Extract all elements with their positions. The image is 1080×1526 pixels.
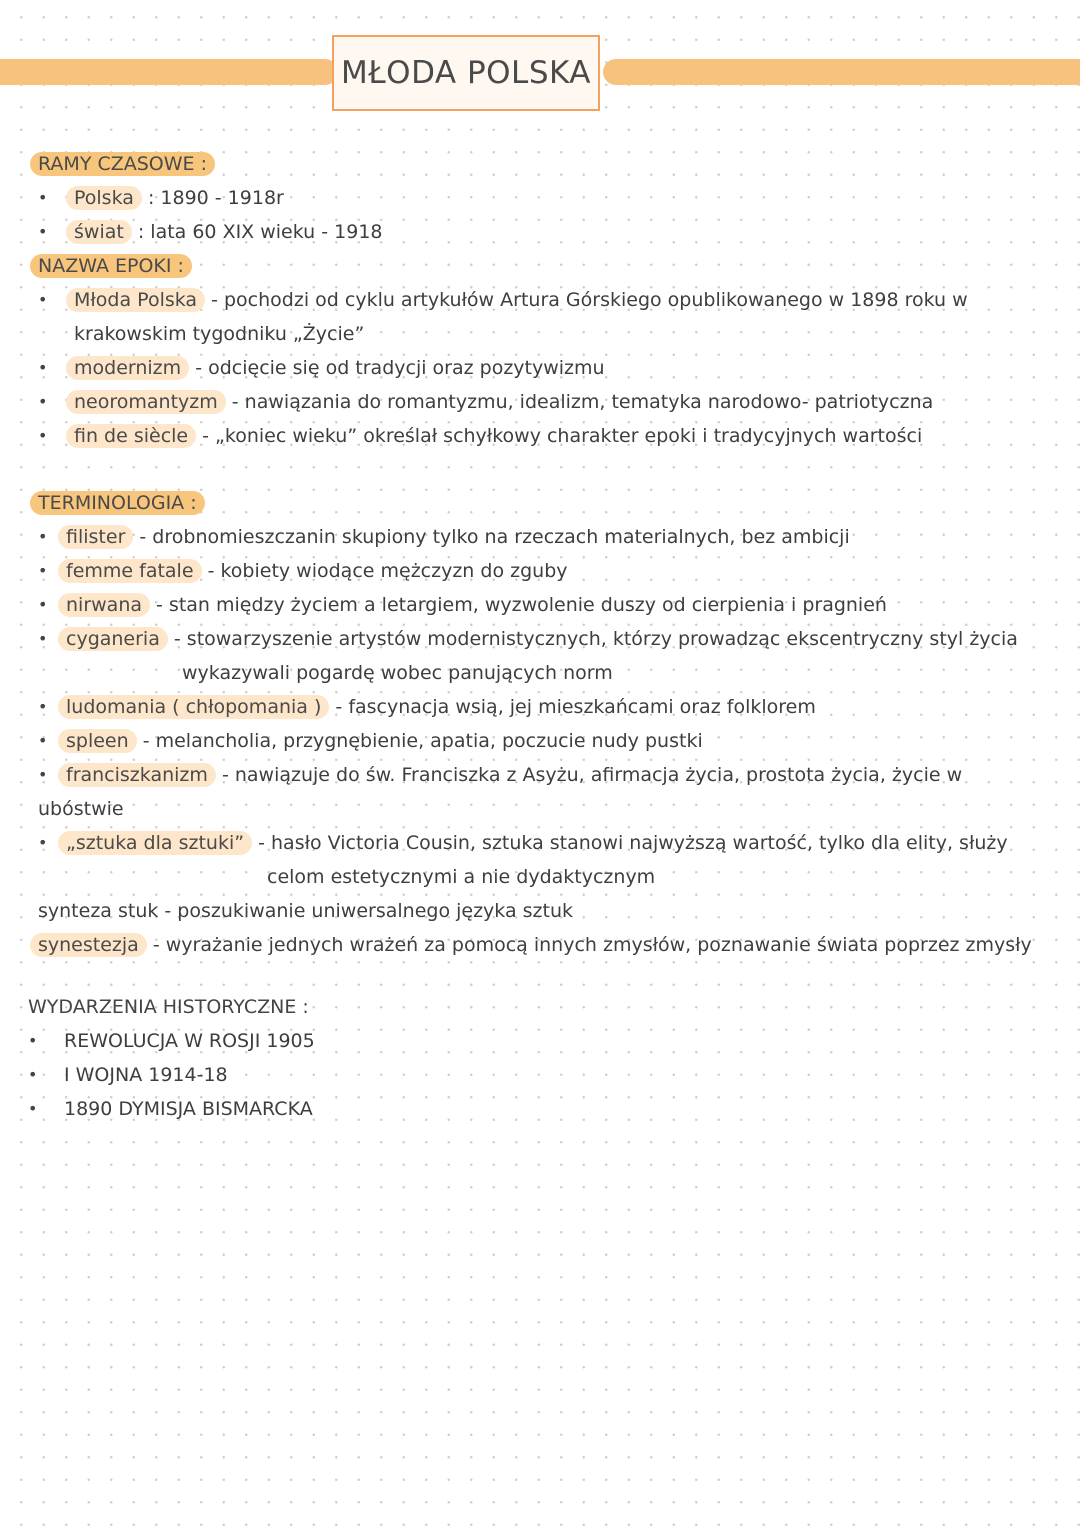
definition-synestezja: synestezja - wyrażanie jednych wrażeń za pomocą innych zmysłów, poznawanie świata poprzez zmysły [30,933,1032,957]
bullet-icon: • [38,222,48,241]
list-item: modernizm - odcięcie się od tradycji oraz pozytywizmu [66,356,605,380]
list-item: fin de siècle - „koniec wieku” określał schyłkowy charakter epoki i tradycyjnych wartości [66,424,922,448]
bullet-icon: • [38,392,48,411]
bullet-icon: • [28,1099,38,1118]
section-heading-nazwa: NAZWA EPOKI : [30,254,192,278]
bullet-icon: • [38,527,48,546]
bullet-icon: • [28,1065,38,1084]
bullet-icon: • [38,358,48,377]
bullet-icon: • [38,426,48,445]
list-item-continuation: wykazywali pogardę wobec panujących norm [182,662,613,684]
list-item: cyganeria - stowarzyszenie artystów modernistycznych, którzy prowadząc ekscentryczny styl życia [58,627,1018,651]
section-heading-terminologia: TERMINOLOGIA : [30,491,205,515]
bullet-icon: • [38,765,48,784]
list-item: nirwana - stan między życiem a letargiem, wyzwolenie duszy od cierpienia i pragnień [58,593,887,617]
bullet-icon: • [38,697,48,716]
bullet-icon: • [38,833,48,852]
list-item: filister - drobnomieszczanin skupiony tylko na rzeczach materialnych, bez ambicji [58,525,850,549]
bullet-icon: • [38,290,48,309]
bullet-icon: • [38,595,48,614]
bullet-icon: • [28,1031,38,1050]
list-item: franciszkanizm - nawiązuje do św. Franciszka z Asyżu, afirmacja życia, prostota życia, życie w [58,763,962,787]
bullet-icon: • [38,629,48,648]
bullet-icon: • [38,188,48,207]
list-item: spleen - melancholia, przygnębienie, apatia, poczucie nudy pustki [58,729,703,753]
list-item: femme fatale - kobiety wiodące mężczyzn do zguby [58,559,568,583]
page-title: MŁODA POLSKA [332,35,600,111]
bullet-icon: • [38,561,48,580]
list-item: „sztuka dla sztuki” - hasło Victoria Cousin, sztuka stanowi najwyższą wartość, tylko dla elity, służy [58,831,1008,855]
definition-synteza: synteza stuk - poszukiwanie uniwersalnego języka sztuk [38,900,574,922]
header-band-left [0,59,338,85]
list-item-continuation: ubóstwie [38,798,124,820]
section-heading-wydarzenia: WYDARZENIA HISTORYCZNE : [28,996,309,1018]
list-item: 1890 DYMISJA BISMARCKA [64,1098,313,1120]
bullet-icon: • [38,731,48,750]
list-item-continuation: celom estetycznymi a nie dydaktycznym [267,866,656,888]
list-item: ludomania ( chłopomania ) - fascynacja wsią, jej mieszkańcami oraz folklorem [58,695,816,719]
list-item: I WOJNA 1914-18 [64,1064,228,1086]
list-item: świat : lata 60 XIX wieku - 1918 [66,220,383,244]
list-item-continuation: krakowskim tygodniku „Życie” [74,323,365,345]
list-item: Polska : 1890 - 1918r [66,186,284,210]
header-band-right [603,59,1080,85]
list-item: neoromantyzm - nawiązania do romantyzmu, idealizm, tematyka narodowo- patriotyczna [66,390,933,414]
list-item: Młoda Polska - pochodzi od cyklu artykułów Artura Górskiego opublikowanego w 1898 roku w [66,288,968,312]
section-heading-ramy: RAMY CZASOWE : [30,152,215,176]
list-item: REWOLUCJA W ROSJI 1905 [64,1030,315,1052]
